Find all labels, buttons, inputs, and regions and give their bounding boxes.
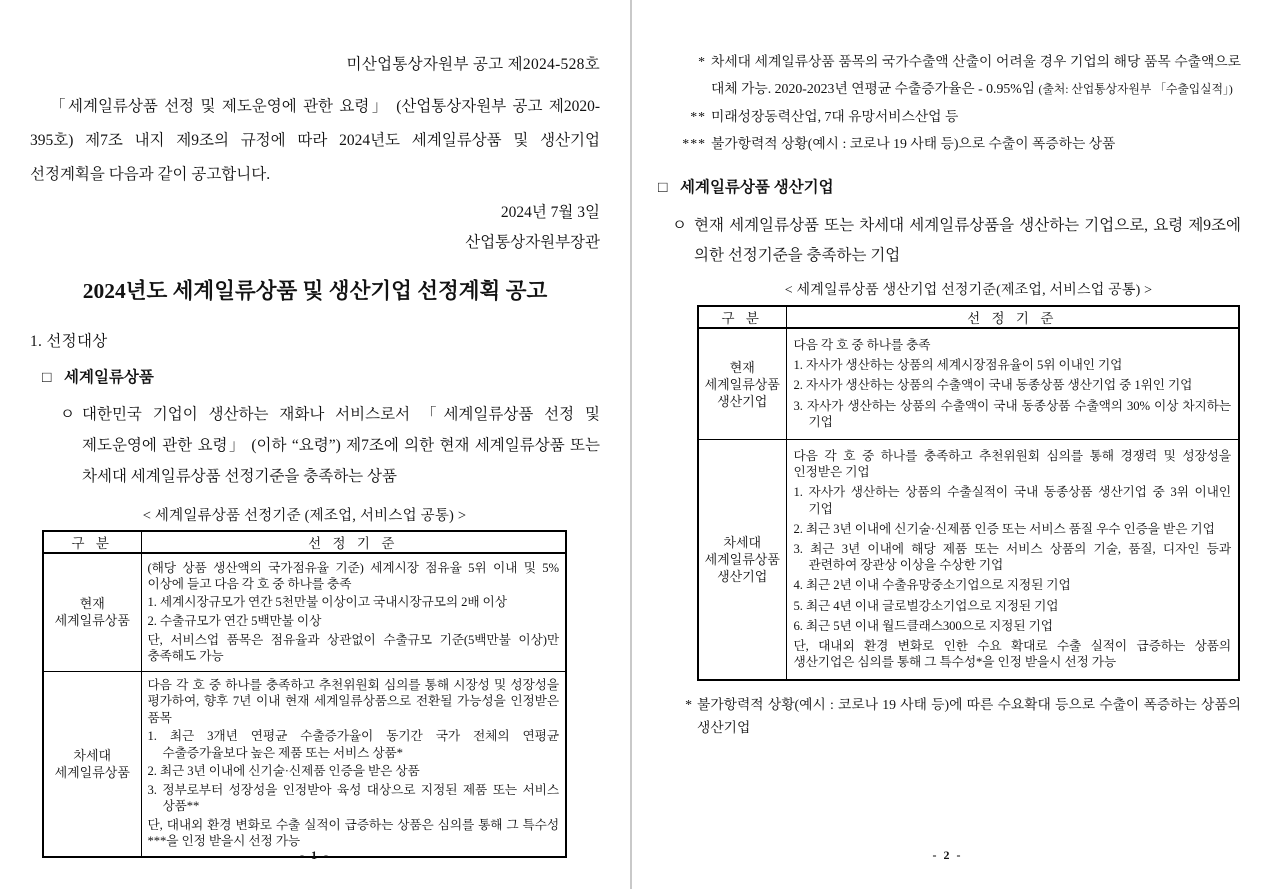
criteria-paragraph: 단, 대내외 환경 변화로 인한 수요 확대로 수출 실적이 급증하는 상품의 생산기업은 심의를 통해 그 특수성*을 인정 받을시 선정 가능 [793, 639, 1231, 670]
footnote-marker: * [685, 697, 692, 713]
criteria-paragraph: 4. 최근 2년 이내 수출유망중소기업으로 지정된 기업 [793, 578, 1071, 593]
row-label-next-gen-product [43, 671, 141, 857]
column-header-category: 구 분 [698, 306, 786, 328]
page-number: - 2 - [932, 848, 963, 862]
row-label-line: 생산기업 [717, 393, 768, 409]
footnote-asterisk [676, 48, 1241, 103]
notice-signer: 산업통상자원부장관 [465, 234, 600, 251]
table-row [43, 671, 566, 857]
criteria-paragraph: 1. 자사가 생산하는 상품의 수출실적이 국내 동종상품 생산기업 중 3위 이내인 기업 [793, 485, 1231, 516]
section-heading-selection-targets: 1. 선정대상 [30, 333, 108, 350]
criteria-paragraph: 3. 정부로부터 성장성을 인정받아 육성 대상으로 지정된 제품 또는 서비스 상품** [147, 782, 559, 814]
row-label-line: 세계일류상품 [54, 764, 130, 780]
column-header-criteria: 선 정 기 준 [141, 531, 566, 553]
criteria-paragraph: 1. 최근 3개년 연평균 수출증가율이 동기간 국가 전체의 연평균 수출증가율보다 높은 제품 또는 서비스 상품* [147, 729, 559, 760]
row-label-current-company [698, 328, 786, 440]
circle-bullet-icon: ㅇ [672, 217, 687, 234]
criteria-paragraph: 단, 대내외 환경 변화로 수출 실적이 급증하는 상품은 심의를 통해 그 특수성***을 인정 받을시 선정 가능 [147, 817, 559, 849]
footnote-block [676, 48, 1241, 157]
criteria-paragraph: 1. 자사가 생산하는 상품의 세계시장점유율이 5위 이내인 기업 [793, 358, 1123, 373]
footnote-main-text: 차세대 세계일류상품 품목의 국가수출액 산출이 어려울 경우 기업의 해당 품목 수출액으로 대체 가능. 2020-2023년 연평균 수출증가율은 - 0.95%임 [711, 54, 1241, 96]
bullet-text: 현재 세계일류상품 또는 차세대 세계일류상품을 생산하는 기업으로, 요령 제9조에 의한 선정기준을 충족하는 기업 [694, 217, 1241, 264]
product-criteria-table [42, 530, 567, 858]
notice-date: 2024년 7월 3일 [500, 204, 600, 221]
bullet-paragraph [672, 211, 1241, 271]
footnote-triple-asterisk [676, 130, 1241, 157]
circle-bullet-icon: ㅇ [60, 406, 75, 423]
criteria-paragraph: (해당 상품 생산액의 국가점유율 기준) 세계시장 점유율 5위 이내 및 5% 이상에 들고 다음 각 호 중 하나를 충족 [147, 560, 559, 591]
row-label-line: 생산기업 [717, 569, 768, 585]
table-header-row [43, 531, 566, 553]
criteria-paragraph: 2. 자사가 생산하는 상품의 수출액이 국내 동종상품 생산기업 중 1위인 기업 [793, 378, 1193, 393]
subsection-label: 세계일류상품 생산기업 [680, 179, 834, 196]
table-header-row [698, 306, 1239, 328]
criteria-paragraph: 3. 최근 3년 이내에 해당 제품 또는 서비스 상품의 기술, 품질, 디자인 등과 관련하여 장관상 이상을 수상한 기업 [793, 542, 1231, 573]
row-criteria-current-product [141, 553, 566, 671]
row-label-line: 세계일류상품 [54, 613, 130, 629]
criteria-paragraph: 1. 세계시장규모가 연간 5천만불 이상이고 국내시장규모의 2배 이상 [147, 595, 507, 610]
subsection-label: 세계일류상품 [64, 369, 154, 386]
criteria-paragraph: 3. 자사가 생산하는 상품의 수출액이 국내 동종상품 수출액의 30% 이상 차지하는 기업 [793, 398, 1231, 429]
footnote-text [711, 48, 1241, 103]
row-label-current-product [43, 553, 141, 671]
column-header-criteria: 선 정 기 준 [786, 306, 1239, 328]
footnote-source-text: (출처: 산업통상자원부 「수출입실적」) [1038, 82, 1233, 96]
row-label-line: 현재 [79, 596, 105, 612]
square-bullet-icon: □ [42, 369, 52, 386]
criteria-paragraph: 2. 최근 3년 이내에 신기술·신제품 인증을 받은 상품 [147, 764, 420, 779]
footnote-text: 미래성장동력산업, 7대 유망서비스산업 등 [711, 109, 959, 124]
footnote-text: 불가항력적 상황(예시 : 코로나 19 사태 등)에 따른 수요확대 등으로 수출이 폭증하는 상품의 생산기업 [697, 697, 1241, 736]
footnote-marker: ** [690, 109, 706, 124]
intro-paragraph: 「세계일류상품 선정 및 제도운영에 관한 요령」 (산업통상자원부 공고 제2020-395호) 제7조 내지 제9조의 규정에 따라 2024년도 세계일류상품 및 생산기업 선정계획을 다음과 같이 공고합니다. [30, 98, 600, 183]
table-row [43, 553, 566, 671]
column-header-category: 구 분 [43, 531, 141, 553]
row-label-next-gen-company [698, 440, 786, 681]
document-title: 2024년도 세계일류상품 및 생산기업 선정계획 공고 [82, 279, 548, 303]
bullet-paragraph [60, 399, 600, 492]
subsection-world-class-product [42, 367, 600, 389]
criteria-paragraph: 다음 각 호 중 하나를 충족하고 추천위원회 심의를 통해 경쟁력 및 성장성을 인정받은 기업 [793, 449, 1231, 480]
footnote-marker: *** [682, 136, 706, 151]
criteria-paragraph: 2. 수출규모가 연간 5백만불 이상 [147, 614, 322, 629]
square-bullet-icon: □ [658, 179, 668, 196]
criteria-paragraph: 2. 최근 3년 이내에 신기술·신제품 인증 또는 서비스 품질 우수 인증을 받은 기업 [793, 521, 1215, 536]
row-criteria-next-gen-company [786, 440, 1239, 681]
criteria-paragraph: 5. 최근 4년 이내 글로벌강소기업으로 지정된 기업 [793, 598, 1059, 613]
row-criteria-current-company [786, 328, 1239, 440]
page-1 [0, 0, 630, 889]
criteria-paragraph: 다음 각 호 중 하나를 충족하고 추천위원회 심의를 통해 시장성 및 성장성을 평가하여, 향후 7년 이내 현재 세계일류상품으로 전환될 가능성을 인정받은 품목 [147, 678, 559, 725]
row-label-line: 세계일류상품 [704, 376, 780, 392]
row-label-line: 차세대 [723, 535, 762, 551]
footnote-double-asterisk [676, 103, 1241, 130]
row-label-line: 현재 [729, 359, 755, 375]
company-criteria-table [697, 305, 1240, 681]
row-criteria-next-gen-product [141, 671, 566, 857]
table-footnote [678, 693, 1241, 739]
criteria-paragraph: 단, 서비스업 품목은 점유율과 상관없이 수출규모 기준(5백만불 이상)만 충족해도 가능 [147, 632, 559, 664]
table-row [698, 440, 1239, 681]
table-caption-product-criteria: < 세계일류상품 선정기준 (제조업, 서비스업 공통) > [142, 508, 467, 524]
page-2 [632, 0, 1263, 889]
table-caption-company-criteria: < 세계일류상품 생산기업 선정기준(제조업, 서비스업 공통) > [784, 283, 1153, 298]
row-label-line: 세계일류상품 [704, 552, 780, 568]
footnote-marker: * [698, 54, 706, 69]
table-row [698, 328, 1239, 440]
footnote-text: 불가항력적 상황(예시 : 코로나 19 사태 등)으로 수출이 폭증하는 상품 [711, 136, 1116, 151]
criteria-paragraph: 다음 각 호 중 하나를 충족 [793, 338, 931, 352]
bullet-text: 대한민국 기업이 생산하는 재화나 서비스로서 「세계일류상품 선정 및 제도운영에 관한 요령」 (이하 “요령”) 제7조에 의한 현재 세계일류상품 또는 차세대 세계일류상품 선정기준을 충족하는 상품 [82, 406, 600, 485]
subsection-production-company [658, 177, 1241, 199]
notice-number: 미산업통상자원부 공고 제2024-528호 [346, 56, 600, 73]
row-label-line: 차세대 [73, 747, 112, 763]
criteria-paragraph: 6. 최근 5년 이내 월드클래스300으로 지정된 기업 [793, 618, 1053, 633]
page-number: - 1 - [300, 848, 330, 862]
